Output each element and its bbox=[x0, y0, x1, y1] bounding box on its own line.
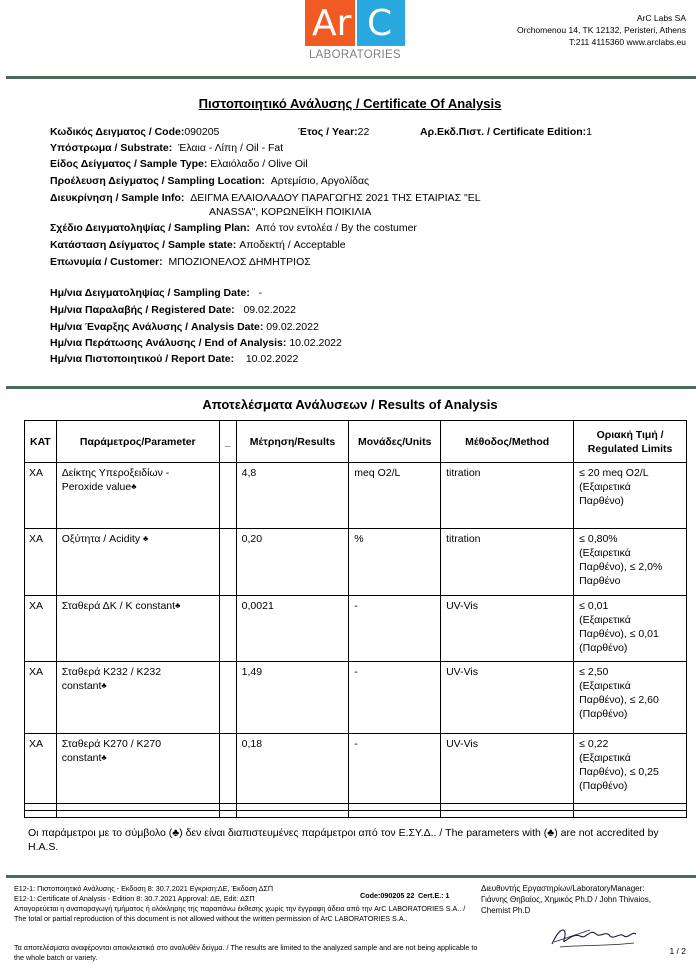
registered-date-value: 09.02.2022 bbox=[243, 304, 297, 316]
cell-kat: ΧΑ bbox=[25, 596, 57, 662]
substrate-value: Έλαια - Λίπη / Oil - Fat bbox=[178, 142, 284, 154]
customer-line bbox=[50, 255, 311, 269]
end-date-line bbox=[50, 336, 342, 350]
edition-label: Αρ.Εκδ.Πιστ. / Certificate Edition: bbox=[420, 126, 587, 138]
footer-manager-name: Γιάννης Θηβαίος, Χημικός Ph.D / John Thivaios, bbox=[481, 895, 651, 904]
type-line bbox=[50, 157, 308, 171]
location-label: Προέλευση Δείγματος / Sampling Location: bbox=[50, 175, 265, 187]
info-line-2 bbox=[209, 205, 371, 219]
year-value: 22 bbox=[357, 126, 370, 138]
table-spacer-row bbox=[25, 811, 687, 818]
table-row bbox=[25, 463, 687, 529]
footer-cert-edition: Cert.E.: 1 bbox=[418, 891, 450, 900]
header-dash: _ bbox=[219, 421, 236, 463]
code-line bbox=[50, 125, 219, 139]
cell-result: 4,8 bbox=[236, 463, 349, 529]
limit-line3: Παρθένο), ≤ 2,60 bbox=[579, 694, 659, 706]
footer-reproduction-note: Απαγορεύεται η αναπαραγωγή τμήματος ή ολόκληρης της παραπάνω έκθεσης χωρίς την έγγραφη άδεια από την ArC LABORATORIES S.A.. / The total or partial reproduction of this document is not allowed without the written permission of ArC LABORATORIES S.A.. bbox=[14, 904, 466, 923]
plan-line bbox=[50, 221, 417, 235]
limit-line2: (Εξαιρετικά bbox=[579, 547, 631, 559]
page-title: Πιστοποιητικό Ανάλυσης / Certificate Of Analysis bbox=[198, 96, 502, 111]
info-value-2: ANASSA", ΚΟΡΩΝΕΪΚΗ ΠΟΙΚΙΛΙΑ bbox=[209, 206, 372, 218]
substrate-label: Υπόστρωμα / Substrate: bbox=[50, 142, 173, 154]
parameter-line1: Σταθερά ΔΚ / K constant bbox=[61, 600, 176, 612]
cell-limits bbox=[574, 463, 687, 529]
logo-subtitle: LABORATORIES bbox=[308, 49, 401, 61]
analysis-date-label: Ημ/νια Έναρξης Ανάλυσης / Analysis Date: bbox=[50, 321, 264, 333]
parameter-line1: Οξύτητα / Acidity bbox=[61, 533, 141, 545]
plan-value: Από τον εντολέα / By the costumer bbox=[255, 222, 417, 234]
logo-text-c: C bbox=[367, 3, 393, 44]
cell-dash bbox=[219, 529, 236, 596]
parameter-line2: constant bbox=[61, 752, 102, 764]
company-name: ArC Labs SA bbox=[636, 13, 686, 23]
edition-value: 1 bbox=[586, 126, 593, 138]
logo-text-ar: Ar bbox=[312, 3, 352, 44]
footer-manager-degree: Chemist Ph.D bbox=[481, 906, 531, 915]
table-row bbox=[25, 734, 687, 804]
parameter-line1: Δείκτης Υπεροξειδίων - bbox=[61, 467, 170, 479]
year-label: Έτος / Year: bbox=[298, 126, 358, 138]
company-block bbox=[517, 12, 686, 48]
info-label: Διευκρίνηση / Sample Info: bbox=[50, 192, 185, 204]
cell-limits bbox=[574, 596, 687, 662]
limit-line4: (Παρθένο) bbox=[579, 642, 628, 654]
end-date-label: Ημ/νια Περάτωσης Ανάλυσης / End of Analysis: bbox=[50, 337, 287, 349]
report-date-line bbox=[50, 352, 298, 366]
type-value: Ελαιόλαδο / Olive Oil bbox=[210, 158, 308, 170]
cell-dash bbox=[219, 734, 236, 804]
limit-line4: Παρθένο bbox=[579, 575, 621, 587]
cell-kat: ΧΑ bbox=[25, 734, 57, 804]
table-row bbox=[25, 662, 687, 734]
registered-date-line bbox=[50, 303, 296, 317]
limit-line1: ≤ 0,01 bbox=[579, 600, 609, 612]
cell-dash bbox=[219, 596, 236, 662]
cell-result: 1,49 bbox=[236, 662, 349, 734]
limit-line3: Παρθένο), ≤ 0,25 bbox=[579, 766, 659, 778]
cell-method: UV-Vis bbox=[441, 734, 574, 804]
header-limits bbox=[574, 421, 687, 463]
analysis-date-line bbox=[50, 320, 319, 334]
cell-limits bbox=[574, 662, 687, 734]
location-line bbox=[50, 174, 369, 188]
code-label: Κωδικός Δειγματος / Code: bbox=[50, 126, 185, 138]
sampling-date-value: - bbox=[258, 287, 263, 299]
cell-kat: ΧΑ bbox=[25, 662, 57, 734]
header-method: Μέθοδος/Method bbox=[441, 421, 574, 463]
year-line bbox=[298, 125, 369, 139]
footer-form-line2: E12-1: Certificate of Analysis - Edition 8: 30.7.2021 Approval: ΔΕ, Edit: ΔΣΠ bbox=[14, 894, 255, 903]
cell-method: UV-Vis bbox=[441, 662, 574, 734]
parameter-line1: Σταθερά K232 / K232 bbox=[61, 666, 162, 678]
cell-parameter bbox=[56, 596, 219, 662]
header-parameter: Παράμετρος/Parameter bbox=[56, 421, 219, 463]
sampling-date-line bbox=[50, 286, 262, 300]
cell-result: 0,18 bbox=[236, 734, 349, 804]
cell-method: titration bbox=[441, 463, 574, 529]
cell-result: 0,20 bbox=[236, 529, 349, 596]
cell-units: - bbox=[349, 596, 441, 662]
customer-label: Επωνυμία / Customer: bbox=[50, 256, 163, 268]
table-spacer-row bbox=[25, 804, 687, 811]
header-limits-line2: Regulated Limits bbox=[587, 442, 673, 455]
limit-line2: (Εξαιρετικά bbox=[579, 481, 631, 493]
cell-dash bbox=[219, 463, 236, 529]
state-label: Κατάσταση Δείγματος / Sample state: bbox=[50, 239, 237, 251]
footer-code: Code:090205 22 bbox=[360, 891, 415, 900]
parameter-line2: constant bbox=[61, 680, 102, 692]
limit-line2: (Εξαιρετικά bbox=[579, 752, 631, 764]
non-accredited-icon: ♣ bbox=[101, 681, 107, 691]
location-value: Αρτεμίσιο, Αργολίδας bbox=[270, 175, 370, 187]
plan-label: Σχέδιο Δειγματοληψίας / Sampling Plan: bbox=[50, 222, 250, 234]
info-line bbox=[50, 191, 481, 205]
sampling-date-label: Ημ/νια Δειγματοληψίας / Sampling Date: bbox=[50, 287, 250, 299]
limit-line1: ≤ 0,22 bbox=[579, 738, 609, 750]
limit-line4: (Παρθένο) bbox=[579, 780, 628, 792]
limit-line2: (Εξαιρετικά bbox=[579, 614, 631, 626]
parameter-line1: Σταθερά K270 / K270 bbox=[61, 738, 162, 750]
cell-parameter bbox=[56, 463, 219, 529]
table-row bbox=[25, 529, 687, 596]
results-title: Αποτελέσματα Ανάλυσεων / Results of Analysis bbox=[202, 397, 498, 412]
limit-line1: ≤ 0,80% bbox=[579, 533, 618, 545]
cell-units: - bbox=[349, 734, 441, 804]
state-value: Αποδεκτή / Acceptable bbox=[239, 239, 346, 251]
footer-divider bbox=[6, 875, 696, 878]
table-row bbox=[25, 596, 687, 662]
cell-method: titration bbox=[441, 529, 574, 596]
cell-units: - bbox=[349, 662, 441, 734]
customer-value: ΜΠΟΖΙΟΝΕΛΟΣ ΔΗΜΗΤΡΙΟΣ bbox=[168, 256, 311, 268]
table-header-row bbox=[25, 421, 687, 463]
cell-parameter bbox=[56, 734, 219, 804]
non-accredited-icon: ♣ bbox=[131, 482, 137, 492]
edition-line bbox=[420, 125, 592, 139]
header-divider bbox=[6, 76, 696, 79]
non-accredited-icon: ♣ bbox=[101, 753, 107, 763]
type-label: Είδος Δείγματος / Sample Type: bbox=[50, 158, 208, 170]
limit-line3: Παρθένο) bbox=[579, 495, 624, 507]
cell-kat: ΧΑ bbox=[25, 529, 57, 596]
header-kat: ΚΑΤ bbox=[25, 421, 57, 463]
page-number: 1 / 2 bbox=[669, 946, 686, 956]
company-address: Orchomenou 14, TK 12132, Peristeri, Athens bbox=[517, 25, 686, 35]
header-units: Μονάδες/Units bbox=[349, 421, 441, 463]
parameter-line2: Peroxide value bbox=[61, 481, 132, 493]
end-date-value: 10.02.2022 bbox=[289, 337, 342, 349]
cell-result: 0,0021 bbox=[236, 596, 349, 662]
accreditation-note: Οι παράμετροι με το σύμβολο (♣) δεν είναι διαπιστευμένες παράμετροι από τον Ε.ΣΥ.Δ.. / The parameters with (♣) are not accredited by H.A.S. bbox=[28, 827, 659, 853]
non-accredited-icon: ♣ bbox=[143, 534, 149, 544]
cell-limits bbox=[574, 734, 687, 804]
analysis-date-value: 09.02.2022 bbox=[266, 321, 319, 333]
results-table bbox=[24, 420, 687, 818]
limit-line3: Παρθένο), ≤ 2,0% bbox=[579, 561, 663, 573]
company-contact: T:211 4115360 www.arclabs.eu bbox=[569, 37, 686, 47]
report-date-label: Ημ/νια Πιστοποιητικού / Report Date: bbox=[50, 353, 235, 365]
limit-line1: ≤ 2,50 bbox=[579, 666, 609, 678]
footer-results-note: Τα αποτελέσματα αναφέρονται αποκλειστικά στο αναλυθέν δείγμα. / The results are limited to the analyzed sample and are not being applicable to the whole batch or variety. bbox=[14, 943, 478, 962]
limit-line1: ≤ 20 meq O2/L bbox=[579, 467, 649, 479]
limit-line2: (Εξαιρετικά bbox=[579, 680, 631, 692]
signature-image bbox=[550, 922, 640, 950]
cell-parameter bbox=[56, 662, 219, 734]
footer-manager-title: Διευθυντής Εργαστηρίων/LaboratoryManager: bbox=[481, 884, 645, 893]
state-line bbox=[50, 238, 346, 252]
cell-dash bbox=[219, 662, 236, 734]
cell-parameter bbox=[56, 529, 219, 596]
limit-line3: Παρθένο), ≤ 0,01 bbox=[579, 628, 659, 640]
cell-method: UV-Vis bbox=[441, 596, 574, 662]
limit-line4: (Παρθένο) bbox=[579, 708, 628, 720]
header-result: Μέτρηση/Results bbox=[236, 421, 349, 463]
non-accredited-icon: ♣ bbox=[175, 601, 181, 611]
header-limits-line1: Οριακή Τιμή / bbox=[596, 428, 664, 441]
cell-kat: ΧΑ bbox=[25, 463, 57, 529]
cell-units: meq O2/L bbox=[349, 463, 441, 529]
substrate-line bbox=[50, 141, 283, 155]
cell-limits bbox=[574, 529, 687, 596]
code-value: 090205 bbox=[184, 126, 220, 138]
footer-form-line1: E12-1: Πιστοποιητικό Ανάλυσης - Εκδοση 8: 30.7.2021 Εγκριση:ΔΕ, Έκδοση ΔΣΠ bbox=[14, 884, 274, 893]
report-date-value: 10.02.2022 bbox=[245, 353, 299, 365]
registered-date-label: Ημ/νια Παραλαβής / Registered Date: bbox=[50, 304, 235, 316]
arc-logo bbox=[305, 0, 405, 66]
info-value-1: ΔΕΙΓΜΑ ΕΛΑΙΟΛΑΔΟΥ ΠΑΡΑΓΩΓΗΣ 2021 ΤΗΣ ΕΤΑΙΡΙΑΣ "EL bbox=[190, 192, 481, 204]
section-divider bbox=[6, 386, 696, 389]
cell-units: % bbox=[349, 529, 441, 596]
